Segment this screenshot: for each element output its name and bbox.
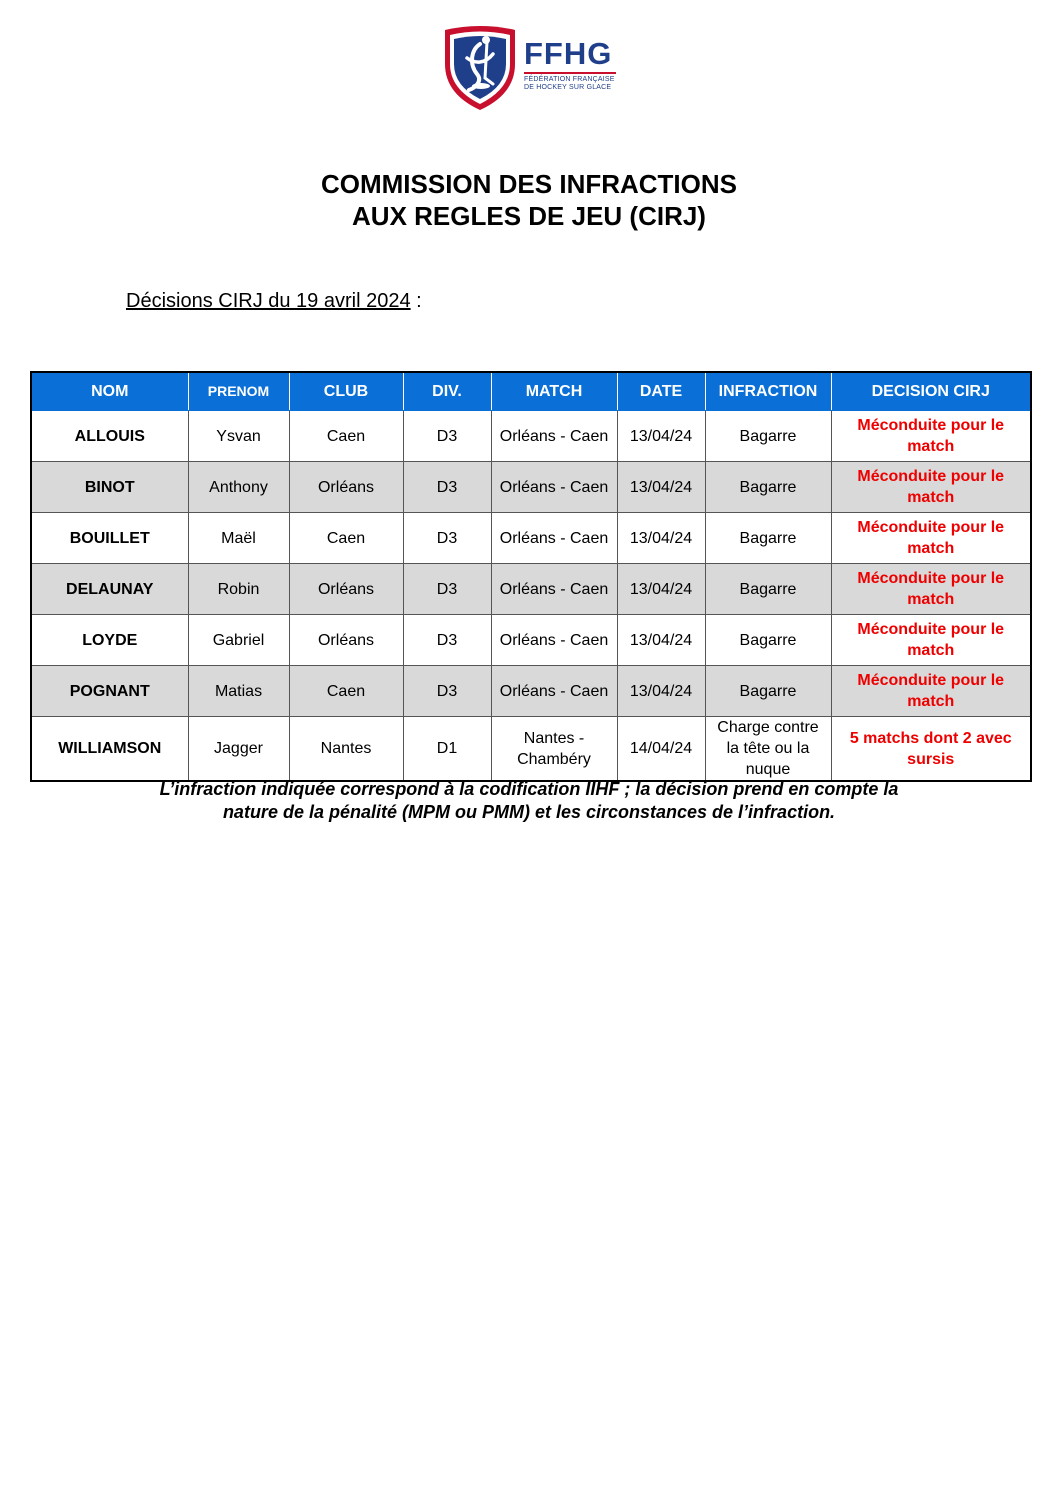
cell-decision: Méconduite pour le match [831,513,1031,564]
cell-club: Orléans [289,615,403,666]
header-decision: DECISION CIRJ [831,372,1031,411]
decisions-date-heading [126,290,422,313]
cell-div: D1 [403,717,491,782]
cell-div: D3 [403,513,491,564]
cell-club: Caen [289,666,403,717]
cell-infraction: Bagarre [705,615,831,666]
decisions-table [30,371,1032,782]
cell-prenom: Gabriel [188,615,289,666]
cell-match: Orléans - Caen [491,615,617,666]
cell-div: D3 [403,462,491,513]
cell-infraction: Bagarre [705,513,831,564]
cell-match: Orléans - Caen [491,462,617,513]
cell-infraction: Bagarre [705,564,831,615]
ffhg-shield-icon [441,24,519,112]
cell-date: 13/04/24 [617,462,705,513]
cell-match: Orléans - Caen [491,513,617,564]
table-row [31,462,1031,513]
cell-decision: 5 matchs dont 2 avec sursis [831,717,1031,782]
ffhg-logo [441,24,621,112]
footnote-line-1: L’infraction indiquée correspond à la codification IIHF ; la décision prend en compte la [159,779,899,799]
page-title [0,168,1058,232]
cell-prenom: Robin [188,564,289,615]
cell-prenom: Matias [188,666,289,717]
cell-club: Orléans [289,462,403,513]
cell-prenom: Ysvan [188,411,289,462]
cell-nom: BINOT [31,462,188,513]
table-row [31,717,1031,782]
cell-div: D3 [403,411,491,462]
title-line-2: AUX REGLES DE JEU (CIRJ) [352,201,706,231]
cell-prenom: Maël [188,513,289,564]
cell-infraction: Bagarre [705,462,831,513]
cell-nom: WILLIAMSON [31,717,188,782]
cell-decision: Méconduite pour le match [831,411,1031,462]
cell-nom: LOYDE [31,615,188,666]
table-row [31,615,1031,666]
table-row [31,411,1031,462]
cell-match: Orléans - Caen [491,411,617,462]
cell-infraction: Bagarre [705,411,831,462]
cell-match: Orléans - Caen [491,666,617,717]
cell-date: 14/04/24 [617,717,705,782]
cell-date: 13/04/24 [617,615,705,666]
header-match: MATCH [491,372,617,411]
logo-subtitle-2: DE HOCKEY SUR GLACE [524,84,612,91]
header-nom: NOM [31,372,188,411]
logo-acronym: FFHG [524,36,613,71]
cell-prenom: Jagger [188,717,289,782]
cell-club: Orléans [289,564,403,615]
header-date: DATE [617,372,705,411]
table-row [31,513,1031,564]
header-div: DIV. [403,372,491,411]
cell-div: D3 [403,564,491,615]
footnote-line-2: nature de la pénalité (MPM ou PMM) et les circonstances de l’infraction. [222,802,836,822]
cell-date: 13/04/24 [617,564,705,615]
cell-div: D3 [403,666,491,717]
table-row [31,564,1031,615]
cell-div: D3 [403,615,491,666]
cell-nom: DELAUNAY [31,564,188,615]
table-header-row [31,372,1031,411]
cell-club: Caen [289,513,403,564]
header-club: CLUB [289,372,403,411]
title-line-1: COMMISSION DES INFRACTIONS [320,169,737,199]
cell-date: 13/04/24 [617,411,705,462]
logo-subtitle-1: FÉDÉRATION FRANÇAISE [524,76,615,83]
decisions-date-colon: : [410,290,422,312]
cell-date: 13/04/24 [617,513,705,564]
cell-date: 13/04/24 [617,666,705,717]
cell-nom: ALLOUIS [31,411,188,462]
header-prenom: PRENOM [188,372,289,411]
cell-prenom: Anthony [188,462,289,513]
cell-nom: BOUILLET [31,513,188,564]
cell-infraction: Charge contre la tête ou la nuque [705,717,831,782]
cell-nom: POGNANT [31,666,188,717]
decisions-date-label: Décisions CIRJ du 19 avril 2024 [126,290,411,312]
cell-match: Orléans - Caen [491,564,617,615]
header-infraction: INFRACTION [705,372,831,411]
cell-decision: Méconduite pour le match [831,666,1031,717]
table-row [31,666,1031,717]
cell-club: Caen [289,411,403,462]
cell-infraction: Bagarre [705,666,831,717]
footnote [0,778,1058,824]
logo-divider [524,72,616,74]
cell-decision: Méconduite pour le match [831,462,1031,513]
cell-match: Nantes - Chambéry [491,717,617,782]
cell-decision: Méconduite pour le match [831,564,1031,615]
cell-club: Nantes [289,717,403,782]
cell-decision: Méconduite pour le match [831,615,1031,666]
